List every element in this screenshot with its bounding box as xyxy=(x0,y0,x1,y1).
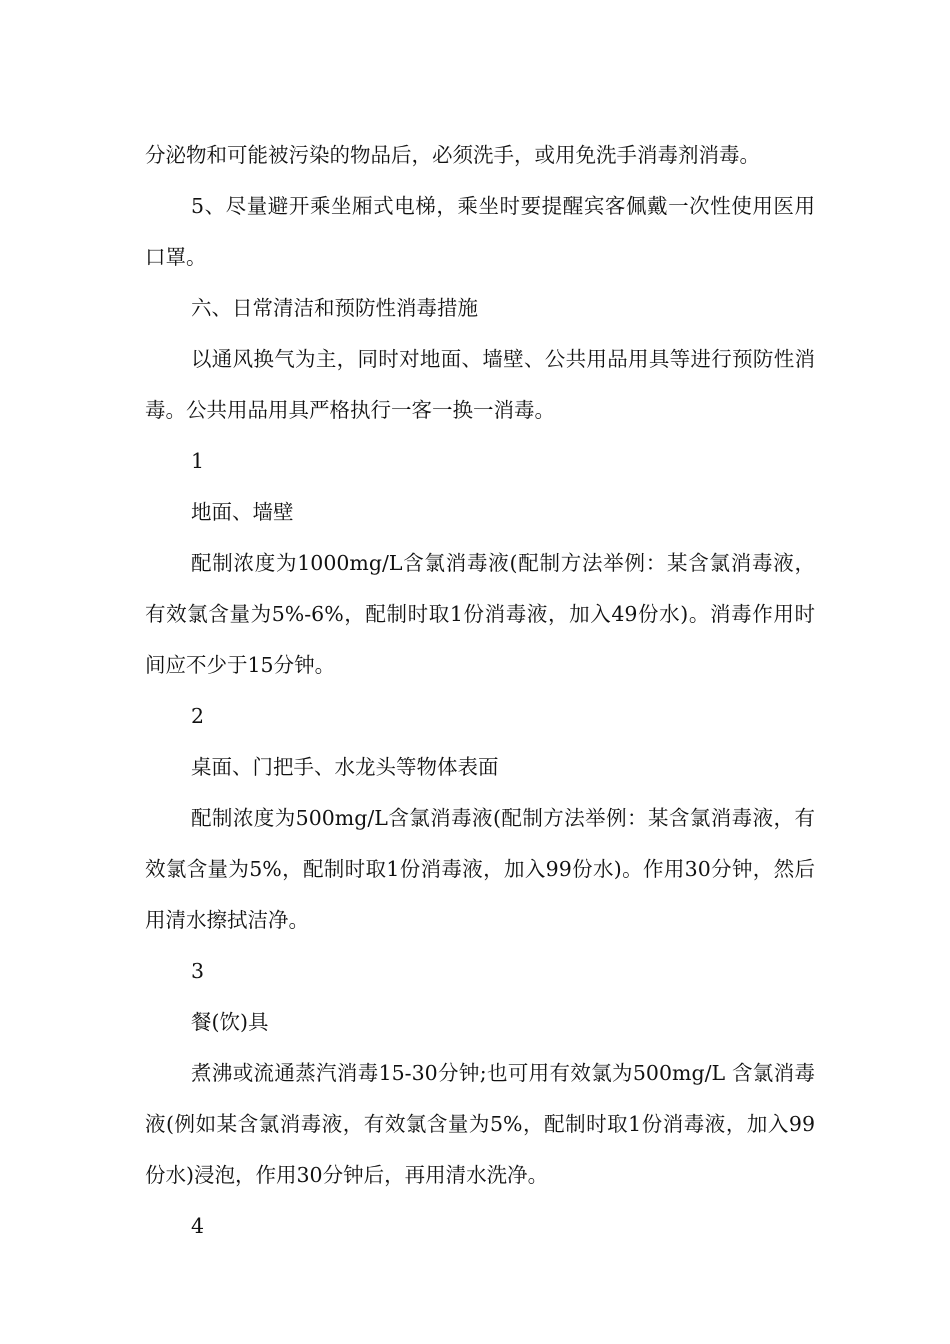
paragraph-ventilation: 以通风换气为主，同时对地面、墙壁、公共用品用具等进行预防性消毒。公共用品用具严格执行一客一换一消毒。 xyxy=(145,347,815,422)
item-heading-tableware: 餐(饮)具 xyxy=(191,1010,269,1034)
item-number-1: 1 xyxy=(191,449,205,473)
item-number-2: 2 xyxy=(191,704,205,728)
paragraph-hand-washing-continued: 分泌物和可能被污染的物品后，必须洗手，或用免洗手消毒剂消毒。 xyxy=(145,143,760,167)
item-number-3: 3 xyxy=(191,959,205,983)
section-heading-daily-cleaning: 六、日常清洁和预防性消毒措施 xyxy=(191,296,478,320)
paragraph-tableware-disinfection: 煮沸或流通蒸汽消毒15-30分钟;也可用有效氯为500mg/L 含氯消毒液(例如某含氯消毒液，有效氯含量为5%，配制时取1份消毒液，加入99份水)浸泡，作用30分钟后，再用清水洗净。 xyxy=(145,1061,815,1187)
paragraph-elevator: 5、尽量避开乘坐厢式电梯，乘坐时要提醒宾客佩戴一次性使用医用口罩。 xyxy=(145,194,815,269)
paragraph-floor-walls-disinfection: 配制浓度为1000mg/L含氯消毒液(配制方法举例：某含氯消毒液，有效氯含量为5%-6%，配制时取1份消毒液，加入49份水)。消毒作用时间应不少于15分钟。 xyxy=(145,551,815,677)
item-heading-floor-walls: 地面、墙壁 xyxy=(191,500,294,524)
paragraph-surfaces-disinfection: 配制浓度为500mg/L含氯消毒液(配制方法举例：某含氯消毒液，有效氯含量为5%，配制时取1份消毒液，加入99份水)。作用30分钟，然后用清水擦拭洁净。 xyxy=(145,806,815,932)
document-body xyxy=(145,130,815,1252)
item-heading-surfaces: 桌面、门把手、水龙头等物体表面 xyxy=(191,755,499,779)
item-number-4: 4 xyxy=(191,1214,205,1238)
